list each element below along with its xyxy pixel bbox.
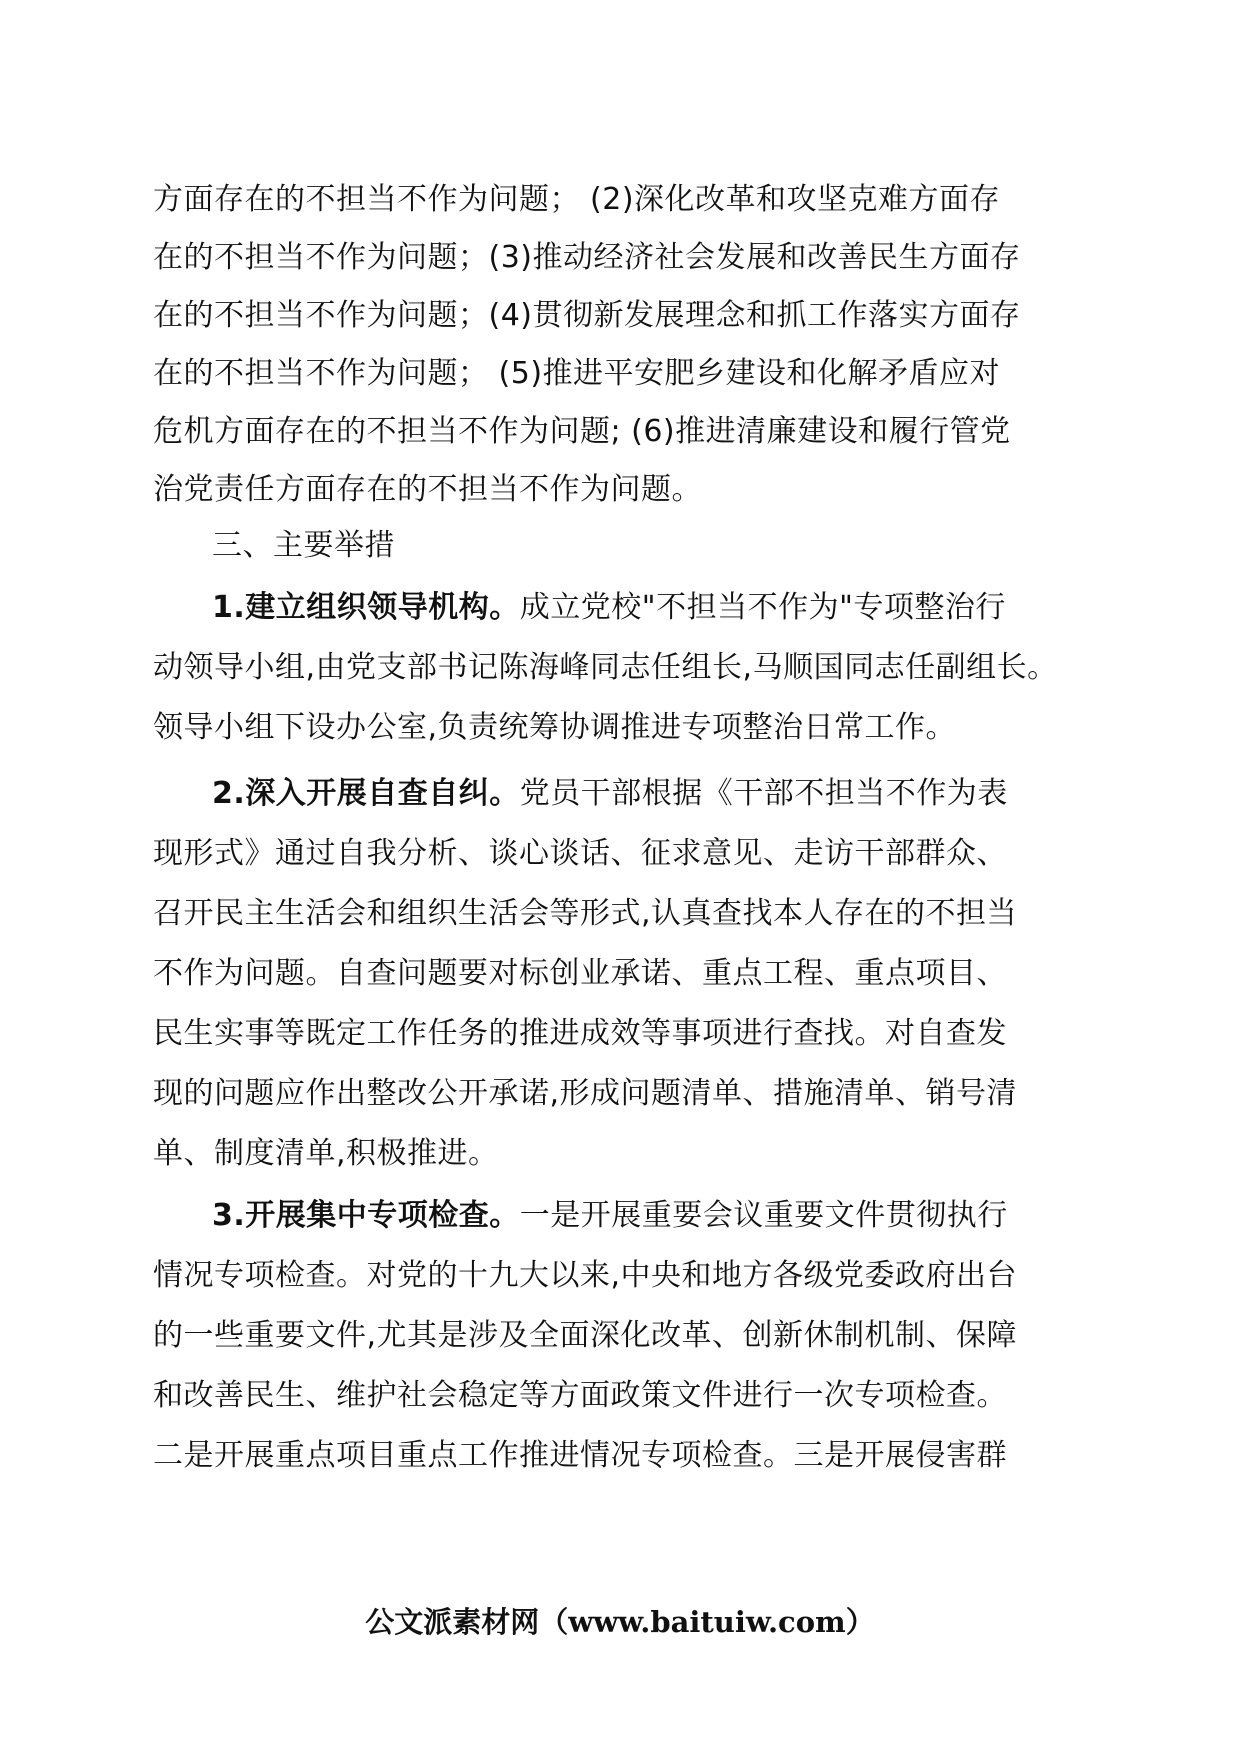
text-line: 现形式》通过自我分析、谈心谈话、征求意见、走访干部群众、 xyxy=(153,836,1007,871)
footer-watermark: 公文派素材网（www.baituiw.com） xyxy=(365,1605,875,1639)
text-line: 不作为问题。自查问题要对标创业承诺、重点工程、重点项目、 xyxy=(153,956,1007,991)
text-line: 情况专项检查。对党的十九大以来,中央和地方各级党委政府出台 xyxy=(153,1258,1018,1293)
text-line: 动领导小组,由党支部书记陈海峰同志任组长,马顺国同志任副组长。 xyxy=(153,650,1058,685)
text-line: 单、制度清单,积极推进。 xyxy=(153,1136,499,1171)
text-line: 在的不担当不作为问题； (5)推进平安肥乡建设和化解矛盾应对 xyxy=(153,356,1001,391)
item-2-heading: 2.深入开展自查自纠。 xyxy=(212,776,520,811)
item-2-text: 党员干部根据《干部不担当不作为表 xyxy=(519,776,1008,811)
paragraph-item-1-first-line xyxy=(212,588,1162,628)
text-line: 治党责任方面存在的不担当不作为问题。 xyxy=(153,472,702,507)
text-line: 民生实事等既定工作任务的推进成效等事项进行查找。对自查发 xyxy=(153,1016,1007,1051)
text-line: 和改善民生、维护社会稳定等方面政策文件进行一次专项检查。 xyxy=(153,1378,1007,1413)
text-line: 召开民主生活会和组织生活会等形式,认真查找本人存在的不担当 xyxy=(153,896,1018,931)
item-3-heading: 3.开展集中专项检查。 xyxy=(212,1198,520,1233)
text-line: 在的不担当不作为问题；(3)推动经济社会发展和改善民生方面存 xyxy=(153,240,1021,275)
text-line: 现的问题应作出整改公开承诺,形成问题清单、措施清单、销号清 xyxy=(153,1076,1018,1111)
text-line: 在的不担当不作为问题；(4)贯彻新发展理念和抓工作落实方面存 xyxy=(153,298,1021,333)
text-line: 二是开展重点项目重点工作推进情况专项检查。三是开展侵害群 xyxy=(153,1438,1007,1473)
item-3-text: 一是开展重要会议重要文件贯彻执行 xyxy=(519,1198,1008,1233)
text-line: 危机方面存在的不担当不作为问题; (6)推进清廉建设和履行管党 xyxy=(153,414,1011,449)
paragraph-item-2-first-line xyxy=(212,774,1162,814)
text-line: 领导小组下设办公室,负责统筹协调推进专项整治日常工作。 xyxy=(153,710,957,745)
item-1-heading: 1.建立组织领导机构。 xyxy=(212,590,520,625)
paragraph-item-3-first-line xyxy=(212,1196,1162,1236)
text-line: 方面存在的不担当不作为问题； (2)深化改革和攻坚克难方面存 xyxy=(153,182,1001,217)
text-line: 的一些重要文件,尤其是涉及全面深化改革、创新休制机制、保障 xyxy=(153,1318,1018,1353)
section-heading: 三、主要举措 xyxy=(212,528,395,563)
item-1-text: 成立党校"不担当不作为"专项整治行 xyxy=(519,590,1006,625)
